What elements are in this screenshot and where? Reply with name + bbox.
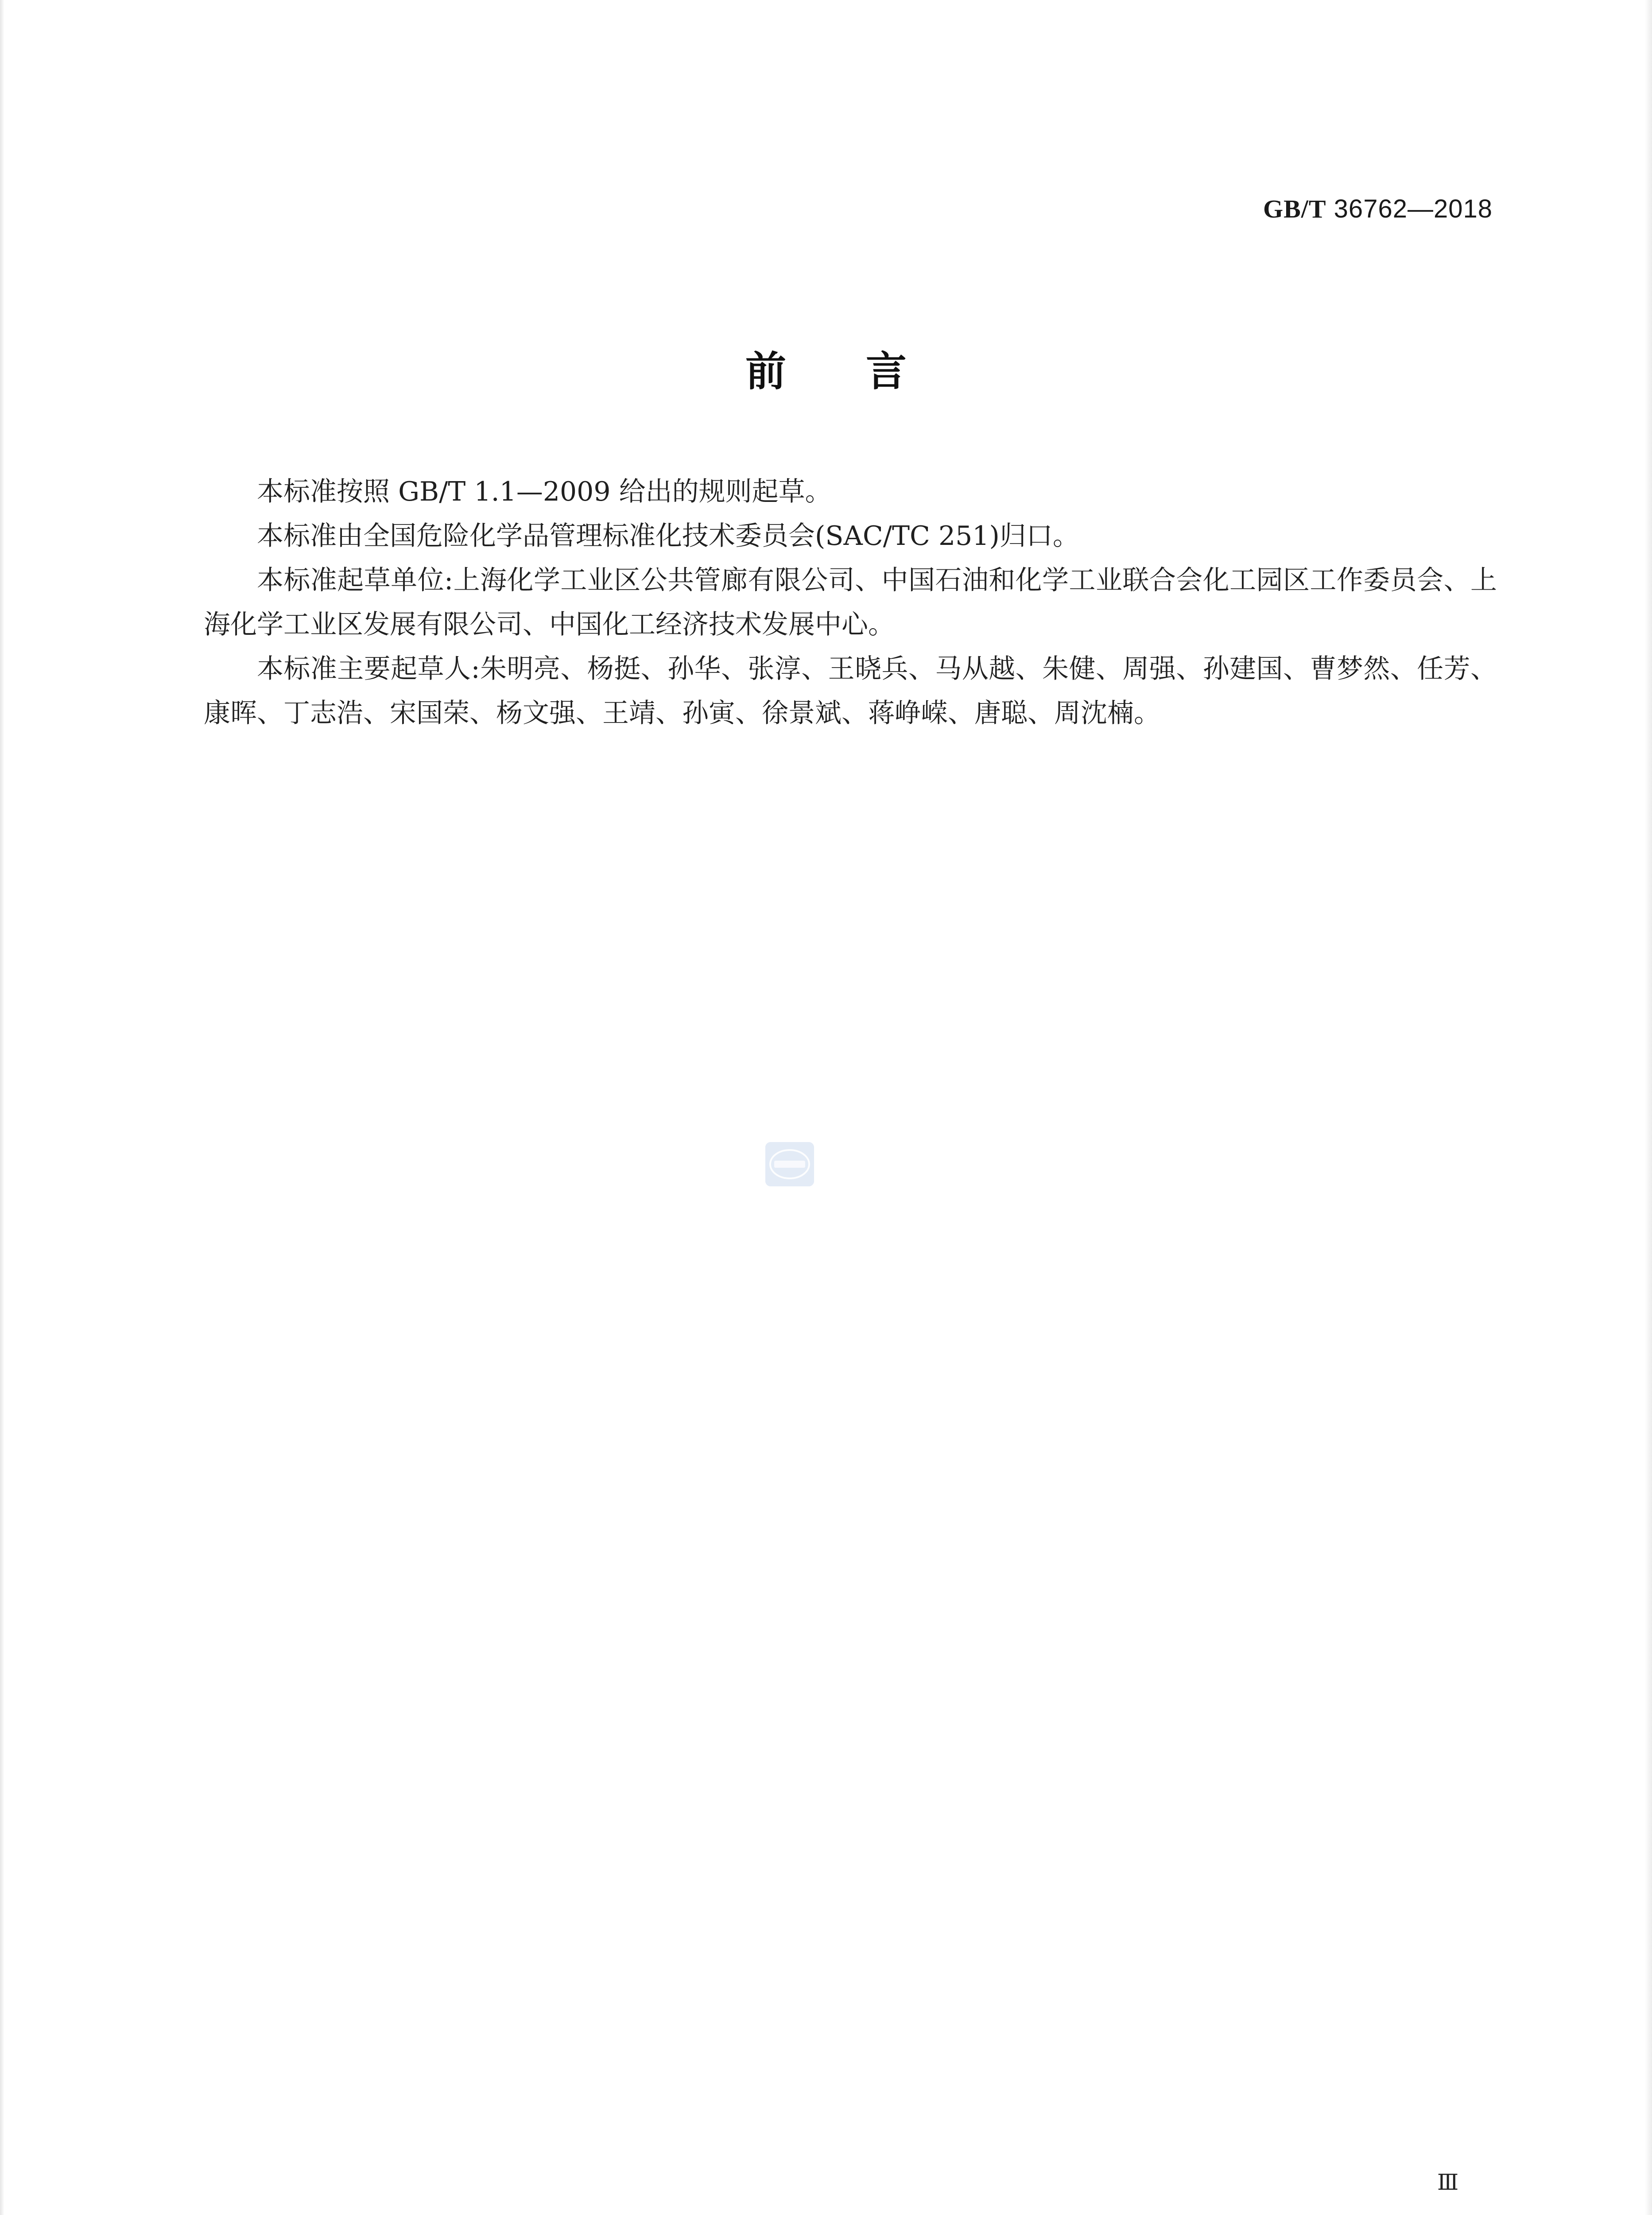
paragraph-drafters: 本标准主要起草人:朱明亮、杨挺、孙华、张淳、王晓兵、马从越、朱健、周强、孙建国、曹梦然、任芳、康晖、丁志浩、宋国荣、杨文强、王靖、孙寅、徐景斌、蒋峥嵘、唐聪、周沈楠。 bbox=[204, 653, 1497, 729]
sac-watermark-logo bbox=[765, 1142, 814, 1186]
page-edge-right bbox=[1645, 0, 1652, 2215]
sac-logo-icon bbox=[765, 1142, 814, 1186]
document-body bbox=[204, 470, 1497, 735]
standard-code bbox=[1263, 194, 1493, 224]
standard-code-prefix: GB/T bbox=[1263, 194, 1326, 223]
paragraph-drafting-units: 本标准起草单位:上海化学工业区公共管廊有限公司、中国石油和化学工业联合会化工园区工作委员会、上海化学工业区发展有限公司、中国化工经济技术发展中心。 bbox=[204, 565, 1497, 640]
paragraph-committee: 本标准由全国危险化学品管理标准化技术委员会(SAC/TC 251)归口。 bbox=[257, 521, 1079, 552]
page-number: Ⅲ bbox=[1437, 2169, 1459, 2195]
page-title: 前言 bbox=[745, 348, 986, 395]
standard-code-number: 36762—2018 bbox=[1326, 194, 1493, 223]
paragraph-drafting-rules: 本标准按照 GB/T 1.1—2009 给出的规则起草。 bbox=[257, 476, 832, 507]
page-edge-left bbox=[0, 0, 4, 2215]
